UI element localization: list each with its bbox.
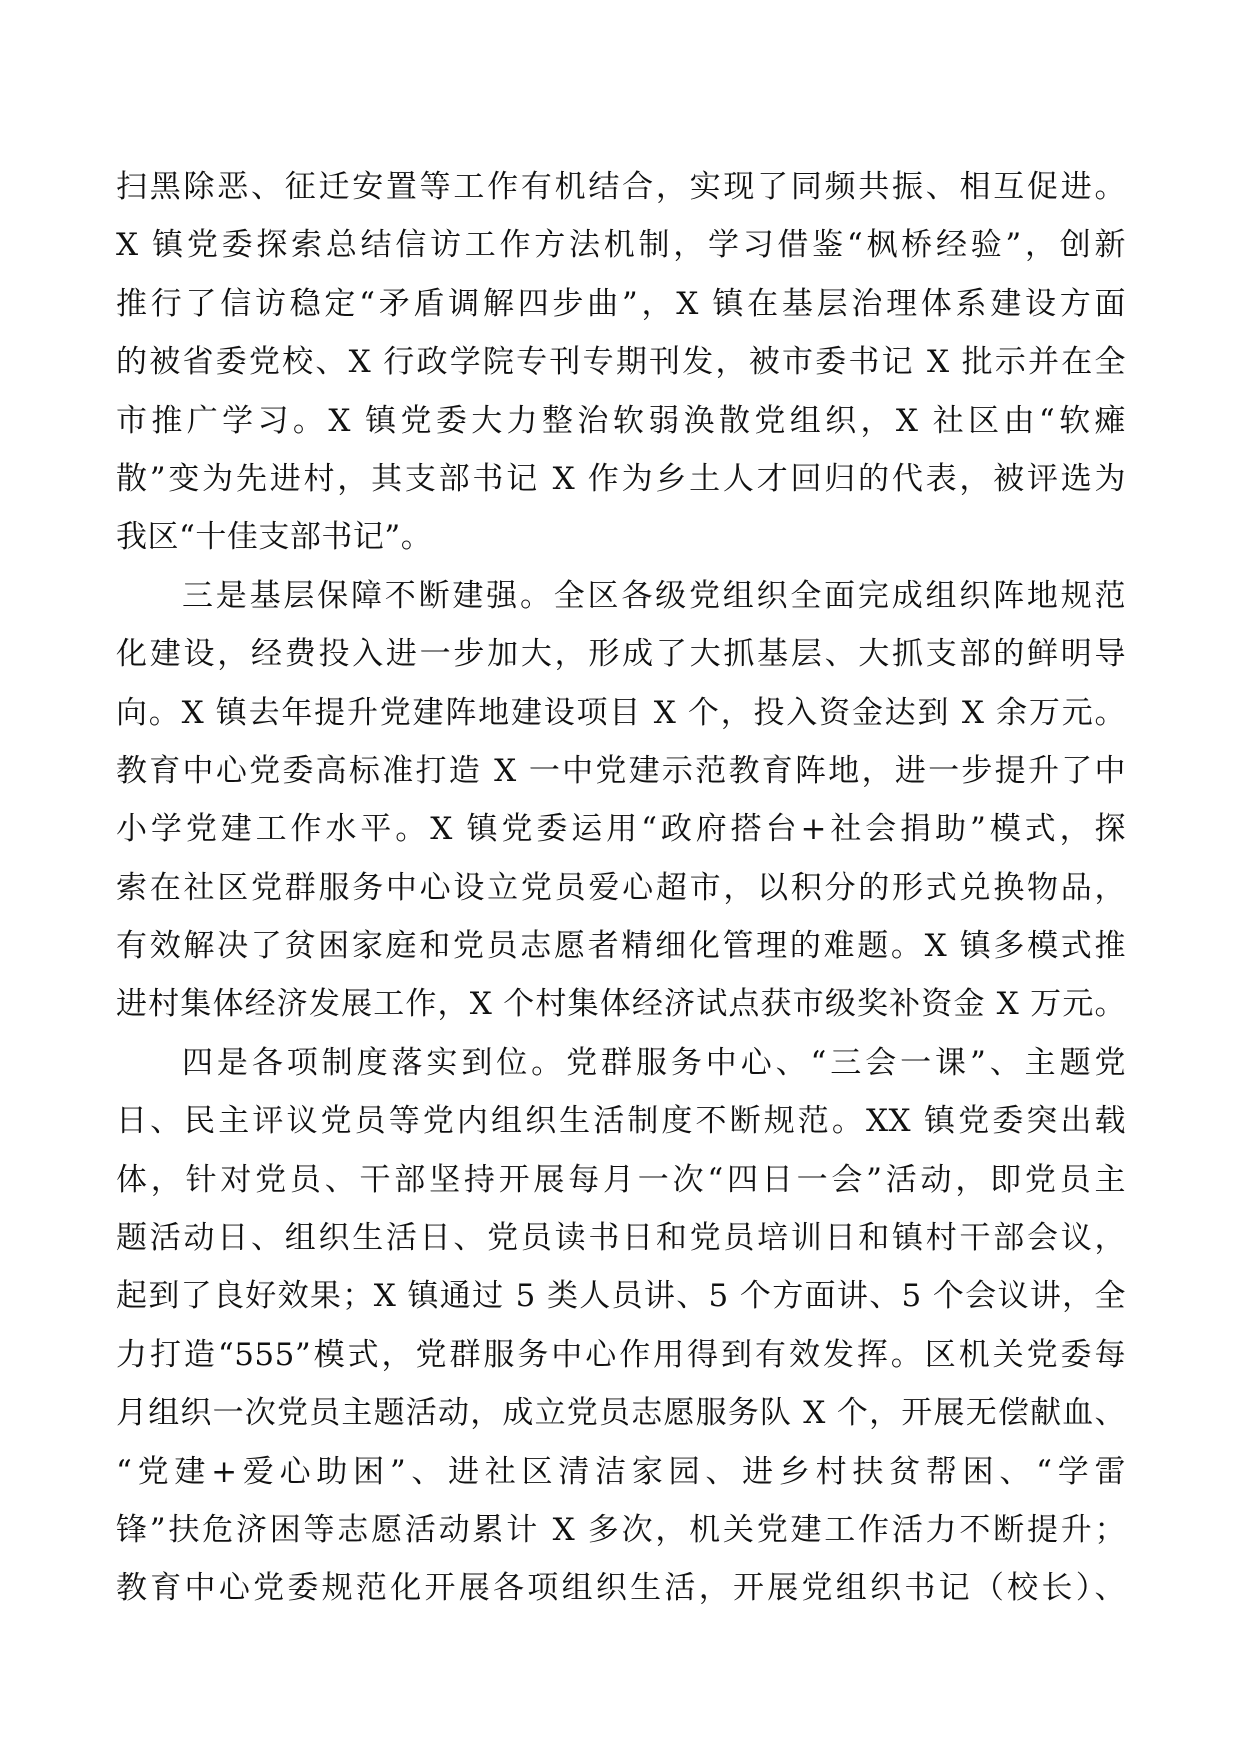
text-line: 教育中心党委高标准打造 X 一中党建示范教育阵地，进一步提升了中 (116, 752, 1126, 789)
text-line: 市推广学习。X 镇党委大力整治软弱涣散党组织，X 社区由“软瘫 (116, 402, 1126, 439)
text-line: 我区“十佳支部书记”。 (116, 519, 433, 556)
text-line: “党建+爱心助困”、进社区清洁家园、进乡村扶贫帮困、“学雷 (116, 1453, 1126, 1490)
text-line: 有效解决了贫困家庭和党员志愿者精细化管理的难题。X 镇多模式推 (116, 928, 1126, 965)
paragraph-heading-line: 四是各项制度落实到位。党群服务中心、“三会一课”、主题党 (182, 1044, 1126, 1081)
text-line: 的被省委党校、X 行政学院专刊专期刊发，被市委书记 X 批示并在全 (116, 344, 1126, 381)
text-line: 向。X 镇去年提升党建阵地建设项目 X 个，投入资金达到 X 余万元。 (116, 694, 1126, 731)
text-line: 推行了信访稳定“矛盾调解四步曲”，X 镇在基层治理体系建设方面 (116, 285, 1126, 322)
text-line: 日、民主评议党员等党内组织生活制度不断规范。XX 镇党委突出载 (116, 1103, 1126, 1140)
text-line: 小学党建工作水平。X 镇党委运用“政府搭台+社会捐助”模式，探 (116, 811, 1126, 848)
text-line: 月组织一次党员主题活动，成立党员志愿服务队 X 个，开展无偿献血、 (116, 1395, 1126, 1432)
text-line: 力打造“555”模式，党群服务中心作用得到有效发挥。区机关党委每 (116, 1336, 1126, 1373)
text-line: 索在社区党群服务中心设立党员爱心超市，以积分的形式兑换物品， (116, 869, 1126, 906)
text-line: 扫黑除恶、征迁安置等工作有机结合，实现了同频共振、相互促进。 (116, 169, 1126, 205)
body-text (116, 158, 1126, 1618)
text-line: 起到了良好效果；X 镇通过 5 类人员讲、5 个方面讲、5 个会议讲，全 (116, 1278, 1126, 1315)
text-line: 进村集体经济发展工作，X 个村集体经济试点获市级奖补资金 X 万元。 (116, 986, 1126, 1023)
paragraph-heading-line: 三是基层保障不断建强。全区各级党组织全面完成组织阵地规范 (182, 577, 1126, 614)
text-line: X 镇党委探索总结信访工作方法机制，学习借鉴“枫桥经验”，创新 (116, 227, 1126, 264)
text-line: 体，针对党员、干部坚持开展每月一次“四日一会”活动，即党员主 (116, 1161, 1126, 1198)
text-line: 锋”扶危济困等志愿活动累计 X 多次，机关党建工作活力不断提升； (116, 1511, 1126, 1548)
text-line: 化建设，经费投入进一步加大，形成了大抓基层、大抓支部的鲜明导 (116, 636, 1126, 673)
text-line: 题活动日、组织生活日、党员读书日和党员培训日和镇村干部会议， (116, 1220, 1126, 1257)
text-line: 教育中心党委规范化开展各项组织生活，开展党组织书记（校长）、 (116, 1570, 1126, 1607)
text-line: 散”变为先进村，其支部书记 X 作为乡土人才回归的代表，被评选为 (116, 460, 1126, 497)
